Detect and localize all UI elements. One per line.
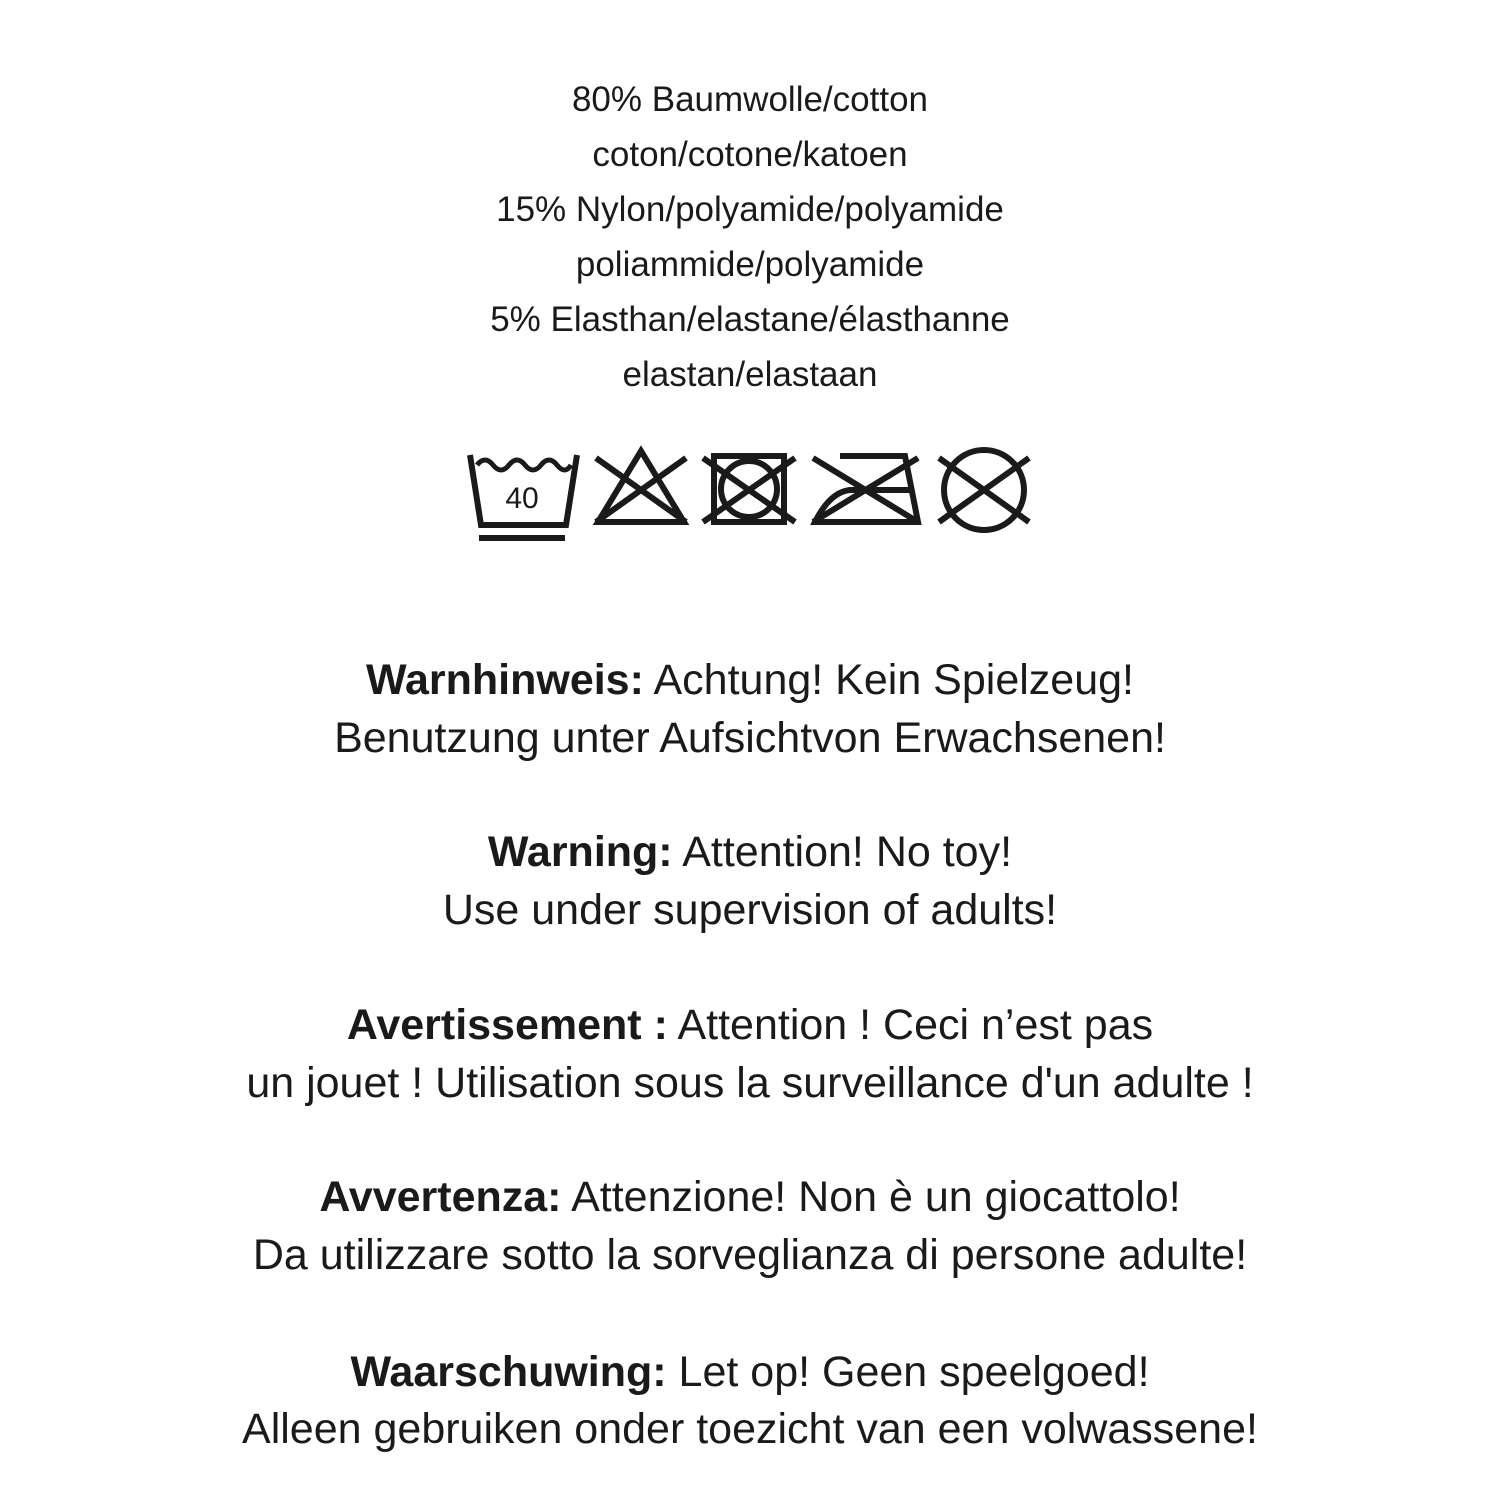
no-tumble-dry-icon [703, 456, 795, 522]
warning-de-line2: Benutzung unter Aufsichtvon Erwachsenen! [334, 714, 1166, 762]
warning-fr-line2: un jouet ! Utilisation sous la surveillance d'un adulte ! [246, 1059, 1254, 1107]
wash-temperature: 40 [505, 482, 539, 515]
composition-line: 15% Nylon/polyamide/polyamide [496, 190, 1004, 229]
warning-de-line1 [0, 656, 1500, 705]
warning-label: Warnhinweis: [365, 656, 644, 704]
warning-text: Attention ! Ceci n’est pas [667, 1001, 1154, 1049]
composition-line: coton/cotone/katoen [592, 135, 908, 174]
composition-line: elastan/elastaan [622, 355, 878, 394]
warning-text: Let op! Geen speelgoed! [666, 1348, 1150, 1396]
warning-label: Warning: [487, 828, 673, 876]
composition-line: 5% Elasthan/elastane/élasthanne [490, 300, 1010, 339]
wash-40-gentle-icon [470, 455, 577, 538]
warning-label: Waarschuwing: [350, 1348, 667, 1396]
care-symbols [0, 0, 1500, 600]
warning-en-line2: Use under supervision of adults! [442, 886, 1058, 934]
no-bleach-icon [596, 451, 686, 522]
no-iron-icon [813, 456, 918, 522]
warning-text: Achtung! Kein Spielzeug! [643, 656, 1134, 704]
warning-label: Avertissement : [346, 1001, 668, 1049]
warning-text: Attenzione! Non è un giocattolo! [561, 1173, 1181, 1221]
warning-nl-line2: Alleen gebruiken onder toezicht van een volwassene! [242, 1405, 1258, 1453]
composition-line: poliammide/polyamide [575, 245, 925, 284]
composition-line: 80% Baumwolle/cotton [571, 80, 929, 119]
warning-text: Attention! No toy! [672, 828, 1013, 876]
no-dry-clean-icon [939, 450, 1029, 530]
warning-it-line2: Da utilizzare sotto la sorveglianza di persone adulte! [252, 1231, 1248, 1279]
warning-it-line1 [0, 1173, 1500, 1222]
warning-nl-line1 [0, 1348, 1500, 1397]
warning-fr-line1 [0, 1001, 1500, 1050]
warning-label: Avvertenza: [319, 1173, 562, 1221]
warning-en-line1 [0, 828, 1500, 877]
